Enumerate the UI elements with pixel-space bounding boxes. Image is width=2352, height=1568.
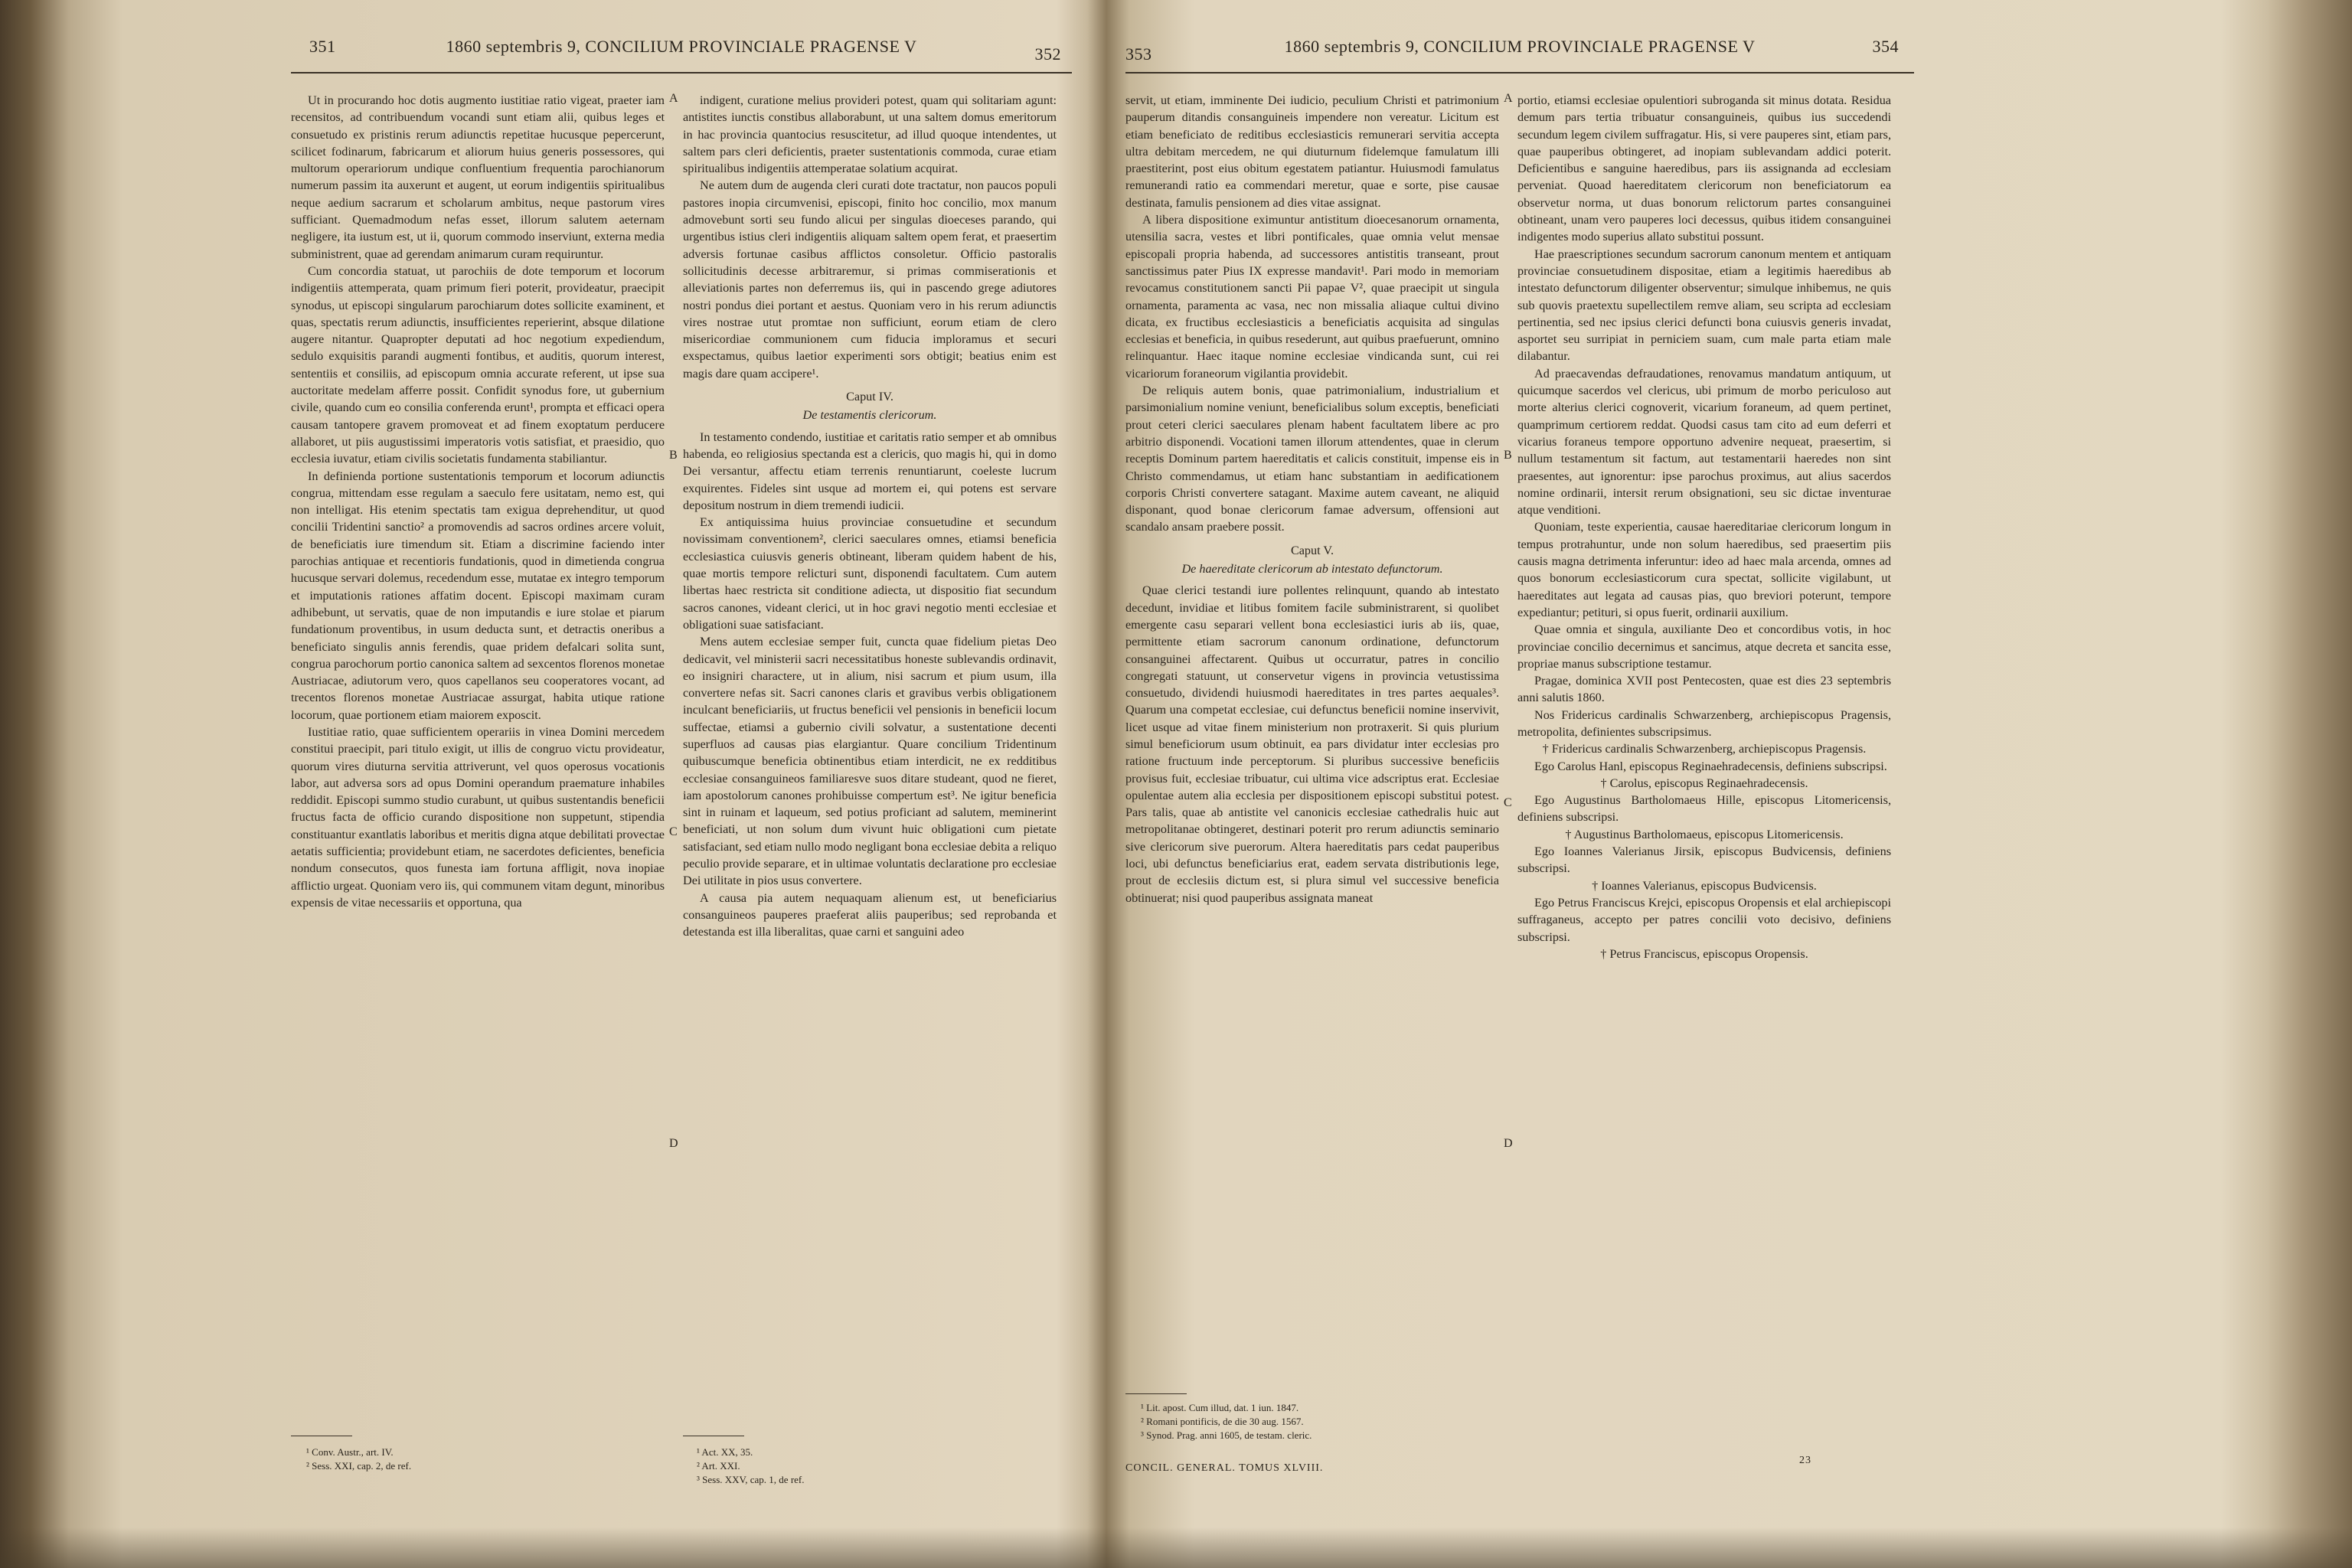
page-number-352: 352	[1034, 44, 1061, 64]
paragraph: Mens autem ecclesiae semper fuit, cuncta quae fidelium pietas Deo dedicavit, vel ministerii sacri necessitatibus honeste sublevandis ordinavit, eo insigniri charactere, ut in alium, nisi sacrum et pium usum, illa convertere nefas sit. Sacri canones claris et gravibus verbis obligationem inculcant beneficiariis, ut fructus beneficii vel pensionis in beneficii locum suffectae, etiamsi a gubernio civili solvatur, a sustentatione decenti superfluos ad causas pias elargiantur. Quare concilium Tridentinum quibuscumque beneficia obtinentibus etiam interdicit, ne ex redditibus ecclesiae consanguineos familiaresve suos ditare studeant, quod ne fieret, iam apostolorum canones prohibuisse compertum est³. Ne igitur beneficia sint in ruinam et laqueum, sed potius proficiant ad salutem, meminerint beneficiati, ut non solum dum vivunt huic obligationi cum pietate satisfaciant, sed etiam nullo modo negligant bona ecclesiae debita a reliquo peculio provide separare, et in ultimae voluntatis declaratione pro ecclesiae Dei utilitate in pios usus convertere.	[683, 635, 1057, 888]
margin-marker-a: A	[669, 92, 678, 105]
margin-marker-d: D	[1504, 1137, 1513, 1150]
left-column-2	[683, 92, 1057, 941]
right-column-1	[1125, 92, 1499, 906]
paragraph: Ex antiquissima huius provinciae consuetudine et secundum novissimam conventionem², clerici saeculares omnes, etiamsi beneficia ecclesiastica cuiusvis generis obtineant, liberam quidem habent de his, quae mortis tempore relicturi sunt, disponendi facultatem. Cum autem libertas haec restricta sit conditione adiecta, ut dispositio fiat secundum sacros canones, videant clerici, ut in hoc gravi negotio menti ecclesiae et obligationi suae satisfaciant.	[683, 515, 1057, 632]
footnote: ² Sess. XXI, cap. 2, de ref.	[306, 1460, 412, 1472]
footnote: ² Romani pontificis, de die 30 aug. 1567.	[1141, 1416, 1304, 1427]
page-number-353: 353	[1125, 44, 1152, 64]
footnotes-right-col1	[1141, 1401, 1447, 1442]
head-rule-left	[291, 72, 1072, 74]
right-column-2	[1517, 92, 1891, 962]
chapter-title: De testamentis clericorum.	[802, 408, 937, 423]
signature-line: † Petrus Franciscus, episcopus Oropensis.	[1600, 946, 1808, 961]
paragraph: Quae clerici testandi iure pollentes relinquunt, quando ab intestato decedunt, invidiae et litibus fomitem facile subministrarent, si quolibet emergente casu separari vellent bona ecclesiastici iuris ab iis, quae, permittente etiam sacrorum canonum ordinatione, defunctorum consanguinei affectarent. Quibus ut occurratur, patres in concilio congregati statuunt, ut conservetur vigens in provincia vetustissima consuetudo, dividendi huiusmodi haereditates in tres partes aequales³. Quarum una competat ecclesiae, cui defunctus beneficii nomine inservivit, licet usque ad vitae finem ministerium non protraxerit. Si quis plurium simul beneficiorum usum obtinuit, ea pars dividatur inter ecclesias pro ratione fructuum inde perceptorum. Si pluribus successive beneficiis provisus fuit, ecclesiae tribuatur, cui ultima vice adscriptus erat. Ecclesiae opulentae autem alia ecclesia per dispositionem episcopi substitui potest. Pars talis, quae ab antistite vel canonicis ecclesiae cathedralis huic aut metropolitanae obtingeret, destinari poterit pro rerum adiunctis seminario sive clericorum sive puerorum. Altera haereditatis pars cedat pauperibus loci, ubi defunctus beneficiarius erat, eadem servata distributionis lege, prout de ecclesiis dictum est, si plura simul vel successive beneficia obtinuerat; nisi quod pauperibus assignata maneat	[1125, 583, 1499, 905]
signature-line: † Carolus, episcopus Reginaehradecensis.	[1600, 776, 1808, 790]
paragraph: A causa pia autem nequaquam alienum est, ut beneficiarius consanguineos pauperes praeferat aliis pauperibus; sed reprobanda et detestanda est illa liberalitas, quae carni et sanguini adeo	[683, 890, 1057, 939]
paragraph: Ut in procurando hoc dotis augmento iustitiae ratio vigeat, praeter iam recensitos, ad contribuendum vocandi sunt etiam alii, quibus leges et consuetudo ex pristinis rerum adiunctis repetitae hucusque pepercerunt, scilicet fodinarum, fabricarum et aliorum huius generis possessores, qui multorum operariorum undique confluentium frequentia parochianorum numerum passim ita auxerunt et augent, ut eorum indigentiis spiritualibus neque aedium sacrarum et scholarum ambitus, neque pastorum vires sufficiant. Quemadmodum nefas esset, illorum salutem aeternam negligere, ita iustum est, ut ii, quorum commodo inserviunt, externa media subministrent, quae ad gerendam animarum curam requiruntur.	[291, 93, 665, 261]
volume-footer: CONCIL. GENERAL. TOMUS XLVIII.	[1125, 1462, 1324, 1474]
right-page	[1125, 23, 1914, 1516]
paragraph: Ne autem dum de augenda cleri curati dote tractatur, non paucos populi pastores inopia circumvenisi, episcopi, finito hoc concilio, mox manum admovebunt sorti seu fundo alicui per singulas dioeceses parando, qui urgentibus istius cleri indigentiis aliquam saltem opem ferat, et praesertim adversis fortunae casibus afflictos consoletur. Officio pastoralis sollicitudinis decesse arbitraremur, si primas commiserationis et alleviationis partes non deferremus iis, qui in pascendo grege adiutores nostri pondus diei portant et aestus. Quoniam vero in his rerum adiunctis vires nostrae utut promtae non sufficiunt, eorum etiam de clero misericordiae communionem cum fiducia imploramus et securi exspectamus, quibus laetior experimenti sors obtigit; beatius enim est magis dare quam accipere¹.	[683, 178, 1057, 381]
margin-marker-d: D	[669, 1137, 678, 1150]
footnote: ¹ Act. XX, 35.	[697, 1446, 753, 1458]
footnote-rule	[1125, 1393, 1187, 1394]
paragraph: In testamento condendo, iustitiae et caritatis ratio semper et ab omnibus habenda, eo religiosius spectanda est a clericis, quo magis hi, qui in domo Dei versantur, affectu etiam terrenis renuntiarunt, coeleste lucrum exquirentes. Fideles sint usque ad mortem ei, qui potens est servare depositum nostrum in diem tremendi iudicii.	[683, 430, 1057, 512]
paragraph: A libera dispositione eximuntur antistitum dioecesanorum ornamenta, utensilia sacra, vestes et libri pontificales, quae omnia velut mensae episcopali propria habenda, ad successores antistitis transeant, prout sanctissimus pater Pius IX expresse mandavit¹. Pari modo in memoriam revocamus constitutionem sancti Pii papae V², quae praecipit ut singula ornamenta, paramenta ac vasa, nec non missalia aliaque cultui divino dicata, ex fructibus ecclesiasticis a beneficiatis acquisita ad singulas ecclesias et beneficia, in quibus resederunt, aut quibus praefuerunt, omnino relinquantur. Haec itaque nomine ecclesiae vindicanda sunt, cui rei vicariorum foraneorum vigilantia providebit.	[1125, 213, 1499, 381]
left-page	[291, 23, 1072, 1516]
footnote: ³ Synod. Prag. anni 1605, de testam. cleric.	[1141, 1429, 1312, 1441]
signature-line: † Fridericus cardinalis Schwarzenberg, archiepiscopus Pragensis.	[1542, 742, 1867, 756]
page-number-351: 351	[309, 37, 336, 56]
paragraph: Iustitiae ratio, quae sufficientem operariis in vinea Domini mercedem constitui praecipit, pari titulo exigit, ut illis de congruo victu provideatur, quorum vires diuturna servitia attriverunt, vel quos operosus vocationis labor, aut adversa sors ad opus Domini operandum praemature inhabiles reddidit. Episcopi summo studio curabunt, ut quibus sustentandis beneficii fructus facta de officio curando dispositione non suppetunt, stipendia constituantur exantlatis laboribus et meritis digna atque debilitati provectae aetatis sufficientia; providebunt etiam, ne sacerdotes deficientes, beneficia nondum consecutos, quos funesta iam fortuna affligit, nova inopiae afflictio urgeat. Quoniam vero iis, qui communem vitam degunt, minoribus expensis de vitae necessariis et opportuna, qua	[291, 724, 665, 910]
paragraph: Quae omnia et singula, auxiliante Deo et concordibus votis, in hoc provinciae concilio decernimus et sancimus, atque decreta et sancita esse, propriae manus subscriptione testamur.	[1517, 622, 1891, 671]
signature-line: † Ioannes Valerianus, episcopus Budvicensis.	[1592, 878, 1817, 893]
paragraph: indigent, curatione melius provideri potest, quam qui solitariam agunt: antistites iunctis constibus allaborabunt, ut una saltem domus emeritorum in hac provincia quantocius resuscitetur, ad illud quoque intendentes, ut saltem pars cleri deficientis, praeter sustentationis commoda, curae etiam spiritualibus indigentiis attemperatae solatium acquirat.	[683, 93, 1057, 176]
chapter-heading: Caput IV.	[846, 390, 893, 404]
signature-entry: Ego Petrus Franciscus Krejci, episcopus Oropensis et elal archiepiscopi suffraganeus, accepto per patres concilii voto decisivo, definiens subscripsi.	[1517, 895, 1891, 944]
right-running-head	[1125, 37, 1914, 67]
footnotes-col2	[697, 1446, 1003, 1487]
paragraph: Pragae, dominica XVII post Pentecosten, quae est dies 23 septembris anni salutis 1860.	[1517, 674, 1891, 705]
left-running-head	[291, 37, 1072, 67]
paragraph: Cum concordia statuat, ut parochiis de dote temporum et locorum indigentiis attemperata, quam primum fieri poterit, provideatur, praecipit synodus, ut episcopi singularum parochiarum dotes sollicite examinent, et quas, spectatis rerum adiunctis, insufficientes reperierint, absque dilatione augere nitantur. Quapropter deputati ad hoc negotium expediendum, sedulo exquisitis parandi augmenti fontibus, et auditis, quorum interest, sententiis et consiliis, ad episcopum omnia accurate referent, ut ipse sua auctoritate medelam afferre possit. Confidit synodus fore, ut gubernium civile, quando cum eo consilia conferenda erunt¹, prompta et efficaci opera causam tantopere gravem promoveat et ad finem exoptatum perducere allaboret, ut piis augustissimi imperatoris votis satisfiat, et praesidio, quo ecclesia iuvatur, etiam civilis societatis fundamenta stabiliantur.	[291, 263, 665, 466]
running-title-left: 1860 septembris 9, CONCILIUM PROVINCIALE PRAGENSE V	[446, 37, 917, 56]
signature-entry: Ego Augustinus Bartholomaeus Hille, episcopus Litomericensis, definiens subscripsi.	[1517, 793, 1891, 825]
footnotes-col1	[306, 1446, 612, 1473]
chapter-title: De haereditate clericorum ab intestato defunctorum.	[1181, 562, 1443, 577]
head-rule-right	[1125, 72, 1914, 74]
signature-entry: Ego Carolus Hanl, episcopus Reginaehradecensis, definiens subscripsi.	[1534, 759, 1887, 773]
paragraph: Hae praescriptiones secundum sacrorum canonum mentem et antiquam provinciae consuetudinem dispositae, etiam a legitimis haeredibus ab intestato defunctorum diligenter observentur; simulque inhibemus, ne quis sub quovis praetextu supellectilem remve aliam, seu scripta ad ecclesiam pertinentia, sed nec ipsius clerici defuncti bona cuiusvis generis invadat, asportet seu surripiat in perniciem suam, cum male parta etiam male dilabantur.	[1517, 247, 1891, 364]
signature-line: † Augustinus Bartholomaeus, episcopus Litomericensis.	[1565, 827, 1844, 841]
paragraph: servit, ut etiam, imminente Dei iudicio, peculium Christi et patrimonium pauperum ditandis consanguineis impendere non vereatur. Licitum est etiam beneficiato de reditibus ecclesiasticis remunerari servitia accepta ultra debitam mercedem, ne qui diuturnum fidelemque famulatum illi praestiterint, post eius obitum egestatem patiantur. Huiusmodi famulatus remunerandi ratio ea commendari meretur, quae e sorte, pise causae destinata, famulis pensionem ad dies vitae assignat.	[1125, 93, 1499, 210]
footnote: ³ Sess. XXV, cap. 1, de ref.	[697, 1474, 805, 1485]
margin-marker-c: C	[1504, 796, 1512, 809]
margin-marker-a: A	[1504, 92, 1513, 105]
signature-entry: Ego Ioannes Valerianus Jirsik, episcopus Budvicensis, definiens subscripsi.	[1517, 844, 1891, 876]
margin-marker-b: B	[1504, 449, 1512, 462]
paragraph: Quoniam, teste experientia, causae haereditariae clericorum longum in tempus protrahuntur, unde non solum haeredibus, sed praesertim piis causis magna detrimenta inferuntur: ideo ad haec mala arcenda, omnes ad quos bonorum ecclesiasticorum cura spectat, sollicite vigilabunt, ut haereditates aut legata ad causas pias, quo breviori poterunt, tempore expediantur; petituri, si opus fuerit, ordinarii auxilium.	[1517, 520, 1891, 619]
signature-entry: Nos Fridericus cardinalis Schwarzenberg, archiepiscopus Pragensis, metropolita, definientes subscripsimus.	[1517, 707, 1891, 739]
footnote: ¹ Conv. Austr., art. IV.	[306, 1446, 394, 1458]
page-edge-shadow	[0, 1527, 2352, 1568]
paragraph: Ad praecavendas defraudationes, renovamus mandatum antiquum, ut quicumque sacerdos vel clericus, ubi primum de morbo periculoso aut morte alterius clerici cognoverit, vicarium foraneum, ad quem pertinet, quamprimum certiorem reddat. Quodsi casus tam cito ad eum deferri et vicarius foraneus tempore opportuno advenire nequeat, praesertim, si nullum testamentum sit factum, aut testamentarii haeredes non sint praesentes, aut ignorentur: ipse parochus proximus, aut alius sacerdos nomine ordinarii, intersit rerum obsignationi, seu sic dictae inventurae atque venditioni.	[1517, 366, 1891, 518]
footnote: ¹ Lit. apost. Cum illud, dat. 1 iun. 1847.	[1141, 1402, 1299, 1413]
chapter-heading: Caput V.	[1290, 543, 1334, 557]
paragraph: De reliquis autem bonis, quae patrimonialium, industrialium et parsimonialium nomine veniunt, beneficialibus solum exceptis, beneficiati prout ceteri clerici saeculares plenam habent facultatem libere ac pro arbitrio disponendi. Vocationi tamen illorum attendentes, quae in clerum receptis Dominum partem haereditatis et calicis constituit, impense eis in Christo commendamus, ut etiam hanc substantiam in aedificationem corporis Christi convertere satagant. Maxime autem caveant, ne aliquid disponant, quod bonae clericorum famae adversum, offensioni aut scandalo ansam praebere possit.	[1125, 384, 1499, 534]
margin-marker-b: B	[669, 449, 678, 462]
margin-marker-c: C	[669, 825, 678, 838]
paragraph: In definienda portione sustentationis temporum et locorum adiunctis congrua, mittendam esse regulam a saeculo fere usitatam, nemo est, qui non intelligat. His etenim spectatis tam exigua deprehenditur, ut quod concilii Tridentini sanctio² a promovendis ad sacros ordines arcere voluit, de beneficiatis iure timendum sit. Etiam a discrimine faciendo inter parochias antiquae et recentioris fundationis, quod in dimetienda congrua hucusque servari dolemus, recedendum esse, mutatae ex integro temporum et imputationis rationes affatim docent. Episcopi maximam curam adhibebunt, ut servatis, quae de non imputandis e iure stolae et piarum fundationum proventibus, in usum deducta sunt, et detractis oneribus a beneficiato singulis annis ferendis, quae pridem defalcari solita sunt, congrua parochorum portio canonica saltem ad sexcentos florenos monetae Austriacae, adiutorum vero, quos capellanos seu cooperatores vocant, ad trecentos florenos monetae Austriacae assurgat, habita utique ratione locorum, quae portionem etiam maiorem exposcit.	[291, 469, 665, 722]
gathering-signature-mark: 23	[1799, 1455, 1811, 1466]
footnote: ² Art. XXI.	[697, 1460, 740, 1472]
paragraph: portio, etiamsi ecclesiae opulentiori subroganda sit minus dotata. Residua demum pars tertia tribuatur consanguineis, quibus ius succedendi secundum legem civilem suffragatur. His, si vere pauperes sint, etiam pars, quae pauperibus obtingeret, ad inopiam sublevandam addici poterit. Deficientibus e sanguine haeredibus, pars iis assignanda ad ecclesiam perveniat. Quoad haereditatem clericorum non beneficiatorum ea observetur norma, ut duas bonorum relictorum partes consanguinei obtineant, unam vero pauperes loci decessus, quibus itidem consanguinei indigentes modo superius allato substitui possunt.	[1517, 93, 1891, 244]
left-column-1	[291, 92, 665, 911]
running-title-right: 1860 septembris 9, CONCILIUM PROVINCIALE PRAGENSE V	[1284, 37, 1756, 56]
page-number-354: 354	[1872, 37, 1899, 56]
